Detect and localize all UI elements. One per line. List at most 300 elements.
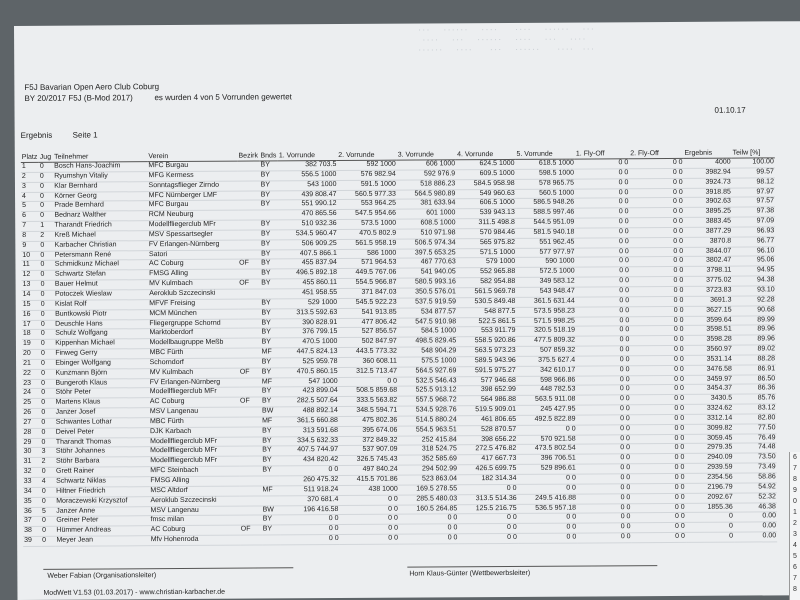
edge-mark: 9	[793, 487, 797, 494]
cell-teilw: 73.50	[733, 453, 776, 463]
cell-vorrunde-1: 370 681.4	[280, 495, 339, 505]
cell-vorrunde-3: 0 0	[399, 514, 458, 524]
cell-vorrunde-4: 570 984.46	[457, 228, 516, 238]
cell-verein: AC Coburg	[149, 397, 239, 407]
cell-vorrunde-2: 560.5 977.33	[337, 190, 396, 200]
cell-flyoff-2: 0 0	[630, 247, 684, 257]
cell-vorrunde-3: 252 415.84	[398, 435, 457, 445]
cell-platz: 36	[23, 507, 41, 517]
cell-vorrunde-4: 0 0	[458, 514, 517, 524]
cell-bezirk	[239, 446, 261, 456]
cell-vorrunde-3: 514.5 880.24	[398, 416, 457, 426]
cell-bnds: MF	[261, 348, 279, 358]
cell-verein: Modellfliegerclub MFr	[149, 437, 239, 447]
cell-teilnehmer: Deuschle Hans	[54, 319, 148, 329]
cell-vorrunde-1: 407.5 744.97	[280, 446, 339, 456]
cell-vorrunde-1: 260 475.32	[280, 476, 339, 486]
cell-vorrunde-2: 502 847.97	[338, 337, 397, 347]
cell-ergebnis: 3870.8	[684, 237, 732, 247]
cell-teilw: 0.00	[734, 512, 777, 522]
cell-flyoff-2: 0 0	[630, 267, 684, 277]
cell-vorrunde-1: 470.5 860.15	[279, 367, 338, 377]
cell-flyoff-1: 0 0	[576, 415, 630, 425]
cell-verein: Aeroklub Szczecinski	[149, 496, 239, 506]
cell-teilnehmer: Kreß Michael	[54, 231, 148, 241]
cell-jug: 0	[40, 379, 54, 389]
cell-flyoff-1: 0 0	[577, 444, 631, 454]
cell-vorrunde-1: 547 1000	[279, 377, 338, 387]
cell-teilw: 83.12	[733, 404, 776, 414]
cell-flyoff-2: 0 0	[631, 405, 685, 415]
cell-bnds: BY	[260, 220, 278, 230]
cell-bnds: BY	[260, 190, 278, 200]
cell-vorrunde-5: 477.5 809.32	[517, 336, 576, 346]
cell-verein: MFC Burgau	[147, 161, 237, 171]
cell-teilnehmer: Bauer Helmut	[54, 280, 148, 290]
cell-vorrunde-2: 573.5 1000	[338, 219, 397, 229]
cell-bezirk	[238, 309, 260, 319]
cell-flyoff-2: 0 0	[630, 316, 684, 326]
cell-bnds: MF	[261, 377, 279, 387]
cell-jug: 3	[41, 448, 55, 458]
cell-teilw: 76.49	[733, 433, 776, 443]
cell-vorrunde-2: 470.5 802.9	[338, 229, 397, 239]
cell-vorrunde-5: 618.5 1000	[516, 159, 575, 169]
cell-vorrunde-3: 525.5 913.12	[398, 386, 457, 396]
cell-teilw: 89.02	[733, 345, 776, 355]
cell-flyoff-1: 0 0	[576, 277, 630, 287]
cell-bnds	[260, 289, 278, 299]
cell-flyoff-2: 0 0	[630, 336, 684, 346]
cell-vorrunde-5: 570 921.58	[517, 435, 576, 445]
cell-jug: 0	[40, 369, 54, 379]
cell-vorrunde-1: 376 799.15	[279, 328, 338, 338]
cell-teilnehmer: Grett Rainer	[55, 467, 149, 477]
cell-vorrunde-2: 497 840.24	[339, 465, 398, 475]
cell-teilw: 82.80	[733, 414, 776, 424]
cell-flyoff-2: 0 0	[630, 355, 684, 365]
cell-verein: Modellfliegerclub MFr	[148, 220, 238, 230]
cell-vorrunde-4: 530.5 849.48	[457, 297, 516, 307]
cell-flyoff-1: 0 0	[577, 484, 631, 494]
cell-platz: 20	[22, 349, 40, 359]
cell-teilw: 74.48	[733, 443, 776, 453]
cell-platz: 5	[21, 202, 39, 212]
cell-platz: 26	[22, 408, 40, 418]
cell-teilnehmer: Janzer Josef	[55, 408, 149, 418]
cell-vorrunde-4: 0 0	[458, 524, 517, 534]
cell-platz: 9	[21, 241, 39, 251]
cell-jug: 2	[39, 231, 53, 241]
cell-vorrunde-2: 348.5 594.71	[339, 406, 398, 416]
cell-bezirk	[238, 250, 260, 260]
edge-mark: 8	[793, 476, 797, 483]
cell-teilnehmer: Schwartz Niklas	[55, 477, 149, 487]
cell-bnds: BY	[260, 171, 278, 181]
cell-flyoff-1: 0 0	[576, 405, 630, 415]
cell-vorrunde-3: 608.5 1000	[397, 219, 456, 229]
cell-teilw: 90.68	[733, 306, 776, 316]
cell-flyoff-1: 0 0	[576, 395, 630, 405]
cell-vorrunde-2: 554.5 966.87	[338, 278, 397, 288]
cell-vorrunde-5: 245 427.95	[517, 405, 576, 415]
cell-bnds	[262, 496, 280, 506]
cell-platz: 11	[21, 261, 39, 271]
edge-mark: 4	[793, 542, 797, 549]
cell-bnds: BY	[262, 515, 280, 525]
cell-vorrunde-1: 556.5 1000	[278, 170, 337, 180]
cell-platz: 35	[23, 497, 41, 507]
cell-ergebnis: 3430.5	[685, 394, 733, 404]
cell-teilnehmer: Stöhr Peter	[55, 388, 149, 398]
cell-vorrunde-5: 560.5 1000	[516, 189, 575, 199]
cell-platz: 37	[23, 517, 41, 527]
cell-vorrunde-5: 551 962.45	[516, 238, 575, 248]
cell-teilnehmer: Hümmer Andreas	[55, 526, 149, 536]
cell-flyoff-1: 0 0	[576, 375, 630, 385]
cell-vorrunde-5: 573.5 958.23	[516, 307, 575, 317]
cell-teilw: 98.12	[732, 178, 775, 188]
cell-vorrunde-2: 586 1000	[338, 249, 397, 259]
edge-mark: 8	[793, 586, 797, 593]
cell-bezirk	[239, 358, 261, 368]
cell-vorrunde-1: 525 959.78	[279, 357, 338, 367]
cell-vorrunde-4: 125.5 216.75	[458, 504, 517, 514]
cell-jug: 0	[40, 320, 54, 330]
cell-bezirk	[238, 289, 260, 299]
cell-vorrunde-2: 0 0	[340, 524, 399, 534]
col-jug: Jug	[39, 152, 53, 163]
cell-bnds: BY	[260, 299, 278, 309]
col-teilnehmer: Teilnehmer	[53, 151, 147, 162]
print-date: 01.10.17	[714, 105, 746, 115]
cell-bezirk	[239, 328, 261, 338]
cell-flyoff-2: 0 0	[631, 513, 685, 523]
cell-bnds	[260, 210, 278, 220]
cell-bnds: BY	[260, 279, 278, 289]
cell-teilnehmer: Ebinger Wolfgang	[54, 359, 148, 369]
cell-vorrunde-1: 511 918.24	[280, 485, 339, 495]
cell-vorrunde-4: 398 656.22	[458, 435, 517, 445]
cell-vorrunde-3: 510 971.98	[397, 229, 456, 239]
cell-jug: 0	[41, 467, 55, 477]
cell-verein: FMSG Alling	[149, 476, 239, 486]
cell-flyoff-1: 0 0	[576, 316, 630, 326]
cell-bnds: BY	[260, 269, 278, 279]
cell-bezirk	[238, 161, 260, 171]
cell-flyoff-2: 0 0	[630, 227, 684, 237]
cell-teilnehmer: Meyer Jean	[55, 536, 149, 546]
cell-verein: MCM München	[148, 309, 238, 319]
cell-vorrunde-4: 549 960.63	[456, 189, 515, 199]
scoring-note: es wurden 4 von 5 Vorrunden gewertet	[154, 92, 292, 103]
cell-flyoff-1: 0 0	[575, 218, 629, 228]
col-ergebnis: Ergebnis	[683, 148, 731, 159]
edge-mark: 0	[793, 498, 797, 505]
cell-vorrunde-1: 534.5 960.47	[278, 229, 337, 239]
cell-flyoff-1: 0 0	[577, 533, 631, 543]
cell-teilw: 89.96	[733, 325, 776, 335]
cell-vorrunde-5: 572.5 1000	[516, 267, 575, 277]
cell-vorrunde-5: 507 859.32	[517, 346, 576, 356]
cell-flyoff-2: 0 0	[630, 277, 684, 287]
cell-vorrunde-4: 577 946.68	[457, 376, 516, 386]
cell-ergebnis: 4000	[684, 158, 732, 168]
cell-teilw: 54.92	[734, 483, 777, 493]
cell-ergebnis: 3924.73	[684, 178, 732, 188]
cell-teilnehmer: Schmidkunz Michael	[54, 260, 148, 270]
cell-flyoff-1: 0 0	[575, 159, 629, 169]
cell-platz: 17	[22, 320, 40, 330]
cell-vorrunde-3: 467 770.63	[397, 258, 456, 268]
software-footer: ModWett V1.53 (01.03.2017) - www.christian-karbacher.de	[43, 588, 226, 597]
cell-flyoff-1: 0 0	[576, 257, 630, 267]
cell-bnds: BW	[262, 505, 280, 515]
cell-vorrunde-2: 527 856.57	[338, 328, 397, 338]
cell-bezirk	[239, 476, 261, 486]
cell-vorrunde-2: 415.5 701.86	[339, 475, 398, 485]
cell-flyoff-1: 0 0	[575, 178, 629, 188]
cell-vorrunde-4: 522.5 861.5	[457, 317, 516, 327]
cell-vorrunde-3: 352 585.69	[399, 455, 458, 465]
cell-teilw: 86.36	[733, 384, 776, 394]
signature-line-right	[407, 565, 657, 568]
cell-vorrunde-4: 579 1000	[457, 258, 516, 268]
cell-flyoff-1: 0 0	[577, 434, 631, 444]
cell-vorrunde-4: 398 652.99	[458, 386, 517, 396]
cell-bezirk	[239, 417, 261, 427]
cell-teilnehmer: Petersmann René	[54, 250, 148, 260]
cell-platz: 21	[22, 359, 40, 369]
cell-vorrunde-1: 510 932.36	[278, 220, 337, 230]
cell-platz: 13	[22, 280, 40, 290]
cell-jug: 0	[40, 300, 54, 310]
cell-teilnehmer: Kunzmann Björn	[54, 368, 148, 378]
cell-vorrunde-2: 326.5 745.43	[339, 455, 398, 465]
cell-platz: 24	[22, 389, 40, 399]
cell-teilnehmer: Finweg Gerry	[54, 349, 148, 359]
cell-flyoff-1: 0 0	[576, 297, 630, 307]
cell-vorrunde-4: 313.5 514.36	[458, 494, 517, 504]
cell-bezirk: OF	[239, 368, 261, 378]
cell-flyoff-1: 0 0	[577, 425, 631, 435]
cell-vorrunde-2: 571 964.53	[338, 259, 397, 269]
cell-vorrunde-1: 455 860.11	[279, 279, 338, 289]
cell-jug: 0	[41, 487, 55, 497]
col-vorrunde-2: 2. Vorrunde	[337, 150, 396, 161]
cell-bezirk	[240, 496, 262, 506]
cell-vorrunde-4: 564 986.88	[458, 396, 517, 406]
cell-jug: 0	[39, 192, 53, 202]
cell-vorrunde-3: 506.5 974.34	[397, 239, 456, 249]
cell-flyoff-2: 0 0	[631, 473, 685, 483]
cell-vorrunde-3: 397.5 653.25	[397, 248, 456, 258]
cell-vorrunde-1: 282.5 507.64	[279, 397, 338, 407]
cell-ergebnis: 3775.02	[684, 276, 732, 286]
cell-verein: AC Coburg	[148, 260, 238, 270]
cell-jug: 0	[41, 517, 55, 527]
cell-vorrunde-3: 534 877.57	[398, 307, 457, 317]
cell-ergebnis: 2979.35	[685, 444, 733, 454]
cell-vorrunde-5: 249.5 416.88	[518, 494, 577, 504]
cell-teilnehmer: Bednarz Walther	[53, 211, 147, 221]
cell-verein: fmsc milan	[150, 516, 240, 526]
cell-jug: 2	[41, 458, 55, 468]
cell-vorrunde-2: 576 982.94	[337, 170, 396, 180]
cell-vorrunde-5: 0 0	[517, 474, 576, 484]
cell-vorrunde-2: 360 608.11	[339, 357, 398, 367]
cell-teilw: 96.77	[732, 237, 775, 247]
cell-vorrunde-2: 443.5 773.32	[338, 347, 397, 357]
cell-vorrunde-3: 564.5 980.89	[397, 189, 456, 199]
cell-platz: 22	[22, 369, 40, 379]
cell-vorrunde-4: 584.5 958.98	[456, 179, 515, 189]
cell-platz: 3	[21, 182, 39, 192]
cell-verein: Aeroklub Szczecinski	[148, 289, 238, 299]
cell-flyoff-1: 0 0	[576, 267, 630, 277]
cell-vorrunde-4: 272.5 476.82	[458, 445, 517, 455]
cell-verein: MFC Burgau	[148, 201, 238, 211]
cell-vorrunde-5: 342 610.17	[517, 366, 576, 376]
cell-flyoff-2: 0 0	[629, 158, 683, 168]
cell-ergebnis: 3627.15	[684, 306, 732, 316]
edge-mark: 6	[793, 454, 797, 461]
cell-ergebnis: 0	[686, 512, 734, 522]
cell-teilnehmer: Bosch Hans-Joachim	[53, 162, 147, 172]
cell-bnds	[262, 535, 280, 545]
cell-bnds: BY	[261, 446, 279, 456]
cell-ergebnis: 3598.51	[685, 325, 733, 335]
cell-vorrunde-1: 488 892.14	[279, 407, 338, 417]
edge-mark: 2	[793, 520, 797, 527]
cell-vorrunde-3: 381 633.94	[397, 199, 456, 209]
cell-bezirk	[240, 506, 262, 516]
cell-platz: 34	[23, 487, 41, 497]
cell-flyoff-1: 0 0	[577, 493, 631, 503]
cell-vorrunde-4: 565 975.82	[457, 238, 516, 248]
cell-vorrunde-5: 598 966.86	[517, 376, 576, 386]
cell-platz: 30	[23, 448, 41, 458]
cell-teilnehmer: Schwantes Lothar	[55, 418, 149, 428]
cell-teilw: 0.00	[734, 522, 777, 532]
cell-teilnehmer: Greiner Peter	[55, 516, 149, 526]
cell-verein: Modellfliegerclub MFr	[149, 388, 239, 398]
cell-vorrunde-3: 601 1000	[397, 209, 456, 219]
cell-bezirk	[239, 466, 261, 476]
cell-jug: 0	[41, 438, 55, 448]
cell-flyoff-2: 0 0	[629, 188, 683, 198]
cell-teilw: 92.28	[733, 296, 776, 306]
cell-teilnehmer: Moraczewski Krzysztof	[55, 496, 149, 506]
cell-bnds: BY	[261, 338, 279, 348]
cell-verein: MSV Spessartsegler	[148, 230, 238, 240]
cell-vorrunde-3: 575.5 1000	[398, 357, 457, 367]
cell-teilnehmer: Kislat Rolf	[54, 299, 148, 309]
cell-jug: 0	[41, 497, 55, 507]
cell-verein: Modellfliegerclub MFr	[149, 447, 239, 457]
cell-bnds: BY	[260, 230, 278, 240]
cell-bnds: BY	[261, 427, 279, 437]
cell-vorrunde-1: 496.5 892.18	[279, 269, 338, 279]
signature-line-left	[43, 567, 293, 570]
cell-platz: 4	[21, 192, 39, 202]
cell-vorrunde-2: 0 0	[340, 534, 399, 544]
cell-vorrunde-4: 461 806.65	[458, 415, 517, 425]
cell-verein: Fliegergruppe Schornd	[148, 319, 238, 329]
cell-ergebnis: 3802.47	[684, 257, 732, 267]
cell-vorrunde-2: 438 1000	[339, 485, 398, 495]
cell-vorrunde-3: 554.5 963.51	[398, 426, 457, 436]
cell-flyoff-2: 0 0	[630, 237, 684, 247]
cell-vorrunde-2: 371 847.03	[338, 288, 397, 298]
cell-vorrunde-2: 312.5 713.47	[339, 367, 398, 377]
page-number: Seite 1	[72, 130, 98, 140]
cell-vorrunde-1: 0 0	[280, 466, 339, 476]
cell-flyoff-2: 0 0	[630, 326, 684, 336]
cell-vorrunde-1: 434 820.42	[280, 456, 339, 466]
cell-bezirk	[240, 535, 262, 545]
cell-platz: 12	[21, 271, 39, 281]
cell-ergebnis: 3982.94	[684, 168, 732, 178]
cell-teilw: 95.06	[732, 256, 775, 266]
cell-flyoff-2: 0 0	[632, 532, 686, 542]
cell-bezirk	[239, 437, 261, 447]
cell-verein: FV Erlangen-Nürnberg	[148, 240, 238, 250]
cell-jug: 1	[39, 221, 53, 231]
cell-vorrunde-5: 361.5 631.44	[516, 297, 575, 307]
col-verein: Verein	[147, 151, 237, 162]
cell-jug: 0	[39, 271, 53, 281]
cell-bnds: BY	[261, 328, 279, 338]
col-platz: Platz	[21, 152, 39, 163]
cell-teilnehmer: Kippenhan Michael	[54, 339, 148, 349]
cell-vorrunde-4: 311.5 498.8	[456, 219, 515, 229]
cell-flyoff-1: 0 0	[575, 228, 629, 238]
cell-ergebnis: 3723.83	[684, 286, 732, 296]
cell-ergebnis: 3598.28	[685, 335, 733, 345]
cell-verein: Modellfliegerclub MFr	[149, 456, 239, 466]
cell-flyoff-2: 0 0	[630, 217, 684, 227]
cell-platz: 32	[23, 468, 41, 478]
cell-vorrunde-1: 407.5 866.1	[278, 249, 337, 259]
cell-verein: MSV Langenau	[149, 407, 239, 417]
cell-vorrunde-5: 590 1000	[516, 258, 575, 268]
cell-teilw: 52.32	[734, 493, 777, 503]
cell-vorrunde-4: 624.5 1000	[456, 159, 515, 169]
cell-vorrunde-3: 498.5 829.45	[398, 337, 457, 347]
cell-ergebnis: 3895.25	[684, 207, 732, 217]
cell-ergebnis: 2196.79	[686, 483, 734, 493]
cell-ergebnis: 1855.36	[686, 503, 734, 513]
cell-platz: 15	[22, 300, 40, 310]
cell-flyoff-2: 0 0	[631, 395, 685, 405]
cell-bezirk	[240, 515, 262, 525]
cell-flyoff-1: 0 0	[576, 326, 630, 336]
cell-vorrunde-3: 564.5 927.69	[398, 367, 457, 377]
cell-bezirk	[238, 240, 260, 250]
cell-teilnehmer: Stöhr Barbara	[55, 457, 149, 467]
cell-vorrunde-1: 455 837.94	[279, 259, 338, 269]
cell-jug: 0	[39, 202, 53, 212]
cell-verein: RCM Neuburg	[148, 210, 238, 220]
cell-verein: Sonntagsflieger Zirndo	[148, 181, 238, 191]
cell-vorrunde-5: 375.5 627.4	[517, 356, 576, 366]
cell-vorrunde-1: 313 591.68	[280, 426, 339, 436]
cell-jug: 0	[40, 399, 54, 409]
cell-vorrunde-4: 548 877.5	[457, 307, 516, 317]
cell-vorrunde-5: 586.5 948.26	[516, 198, 575, 208]
cell-jug: 0	[40, 359, 54, 369]
